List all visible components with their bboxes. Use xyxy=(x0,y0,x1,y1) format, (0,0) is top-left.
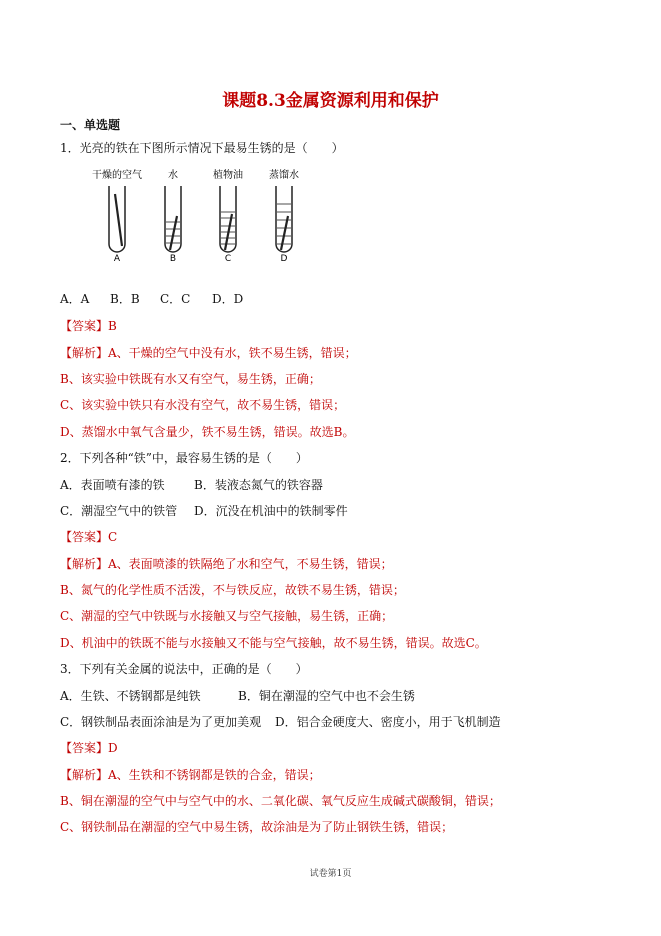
analysis-line: B、铜在潮湿的空气中与空气中的水、二氧化碳、氧气反应生成碱式碳酸铜，错误； xyxy=(60,794,501,808)
answer-1: 【答案】B xyxy=(60,319,117,333)
page-footer: 试卷第1页 xyxy=(309,869,352,879)
analysis-line: B、该实验中铁既有水又有空气，易生锈，正确； xyxy=(60,372,321,386)
option-b: B．铜在潮湿的空气中也不会生锈 xyxy=(238,689,415,703)
figure-label-d: 蒸馏水 xyxy=(269,170,299,181)
option-c: C．潮湿空气中的铁管 xyxy=(60,504,178,518)
answer-2: 【答案】C xyxy=(60,530,118,544)
option-b: B．B xyxy=(110,292,140,306)
figure-label-a: 干燥的空气 xyxy=(92,170,142,181)
analysis-line: C、该实验中铁只有水没有空气，故不易生锈，错误； xyxy=(60,398,346,412)
page-title: 课题8.3金属资源利用和保护 xyxy=(222,91,439,111)
option-d: D．沉没在机油中的铁制零件 xyxy=(194,504,348,518)
option-a: A．表面喷有漆的铁 xyxy=(60,478,165,492)
question-2-options-row-1 xyxy=(60,476,323,493)
analysis-line: D、蒸馏水中氧气含量少，铁不易生锈，错误。故选B。 xyxy=(60,425,355,439)
figure-letter-c: C xyxy=(224,254,232,264)
option-a: A．A xyxy=(60,292,90,306)
analysis-line: 【解析】A、生铁和不锈钢都是铁的合金，错误； xyxy=(60,768,321,782)
question-2-options-row-2 xyxy=(60,502,348,519)
answer-3: 【答案】D xyxy=(60,741,118,755)
figure-letter-b: B xyxy=(169,254,177,264)
option-d: D．D xyxy=(212,292,244,306)
question-1-options xyxy=(60,290,243,307)
test-tube-d xyxy=(276,186,292,252)
test-tube-c xyxy=(220,186,236,252)
option-c: C．C xyxy=(160,292,191,306)
question-3-options-row-1 xyxy=(60,687,415,704)
test-tube-b xyxy=(165,186,181,252)
figure-letter-a: A xyxy=(113,254,121,264)
test-tube-a xyxy=(109,186,125,252)
option-d: D．铝合金硬度大、密度小，用于飞机制造 xyxy=(275,715,501,729)
question-1-stem: 1．光亮的铁在下图所示情况下最易生锈的是（ ） xyxy=(60,141,344,155)
figure-label-c: 植物油 xyxy=(213,170,243,181)
option-a: A．生铁、不锈钢都是纯铁 xyxy=(60,689,201,703)
figure-label-b: 水 xyxy=(168,170,178,181)
section-heading: 一、单选题 xyxy=(60,118,121,132)
analysis-line: D、机油中的铁既不能与水接触又不能与空气接触，故不易生锈，错误。故选C。 xyxy=(60,636,487,650)
question-2-stem: 2．下列各种“铁”中，最容易生锈的是（ ） xyxy=(60,451,308,465)
question-3-stem: 3．下列有关金属的说法中，正确的是（ ） xyxy=(60,662,308,676)
option-c: C．钢铁制品表面涂油是为了更加美观 xyxy=(60,715,262,729)
option-b: B．装液态氮气的铁容器 xyxy=(194,478,323,492)
analysis-line: 【解析】A、表面喷漆的铁隔绝了水和空气，不易生锈，错误； xyxy=(60,557,393,571)
question-3-options-row-2 xyxy=(60,713,501,730)
analysis-line: 【解析】A、干燥的空气中没有水，铁不易生锈，错误； xyxy=(60,346,357,360)
analysis-line: B、氮气的化学性质不活泼，不与铁反应，故铁不易生锈，错误； xyxy=(60,583,405,597)
figure-letter-d: D xyxy=(280,254,288,264)
test-tube-figure xyxy=(80,164,320,264)
analysis-line: C、钢铁制品在潮湿的空气中易生锈，故涂油是为了防止钢铁生锈，错误； xyxy=(60,820,454,834)
analysis-line: C、潮湿的空气中铁既与水接触又与空气接触，易生锈，正确； xyxy=(60,609,394,623)
